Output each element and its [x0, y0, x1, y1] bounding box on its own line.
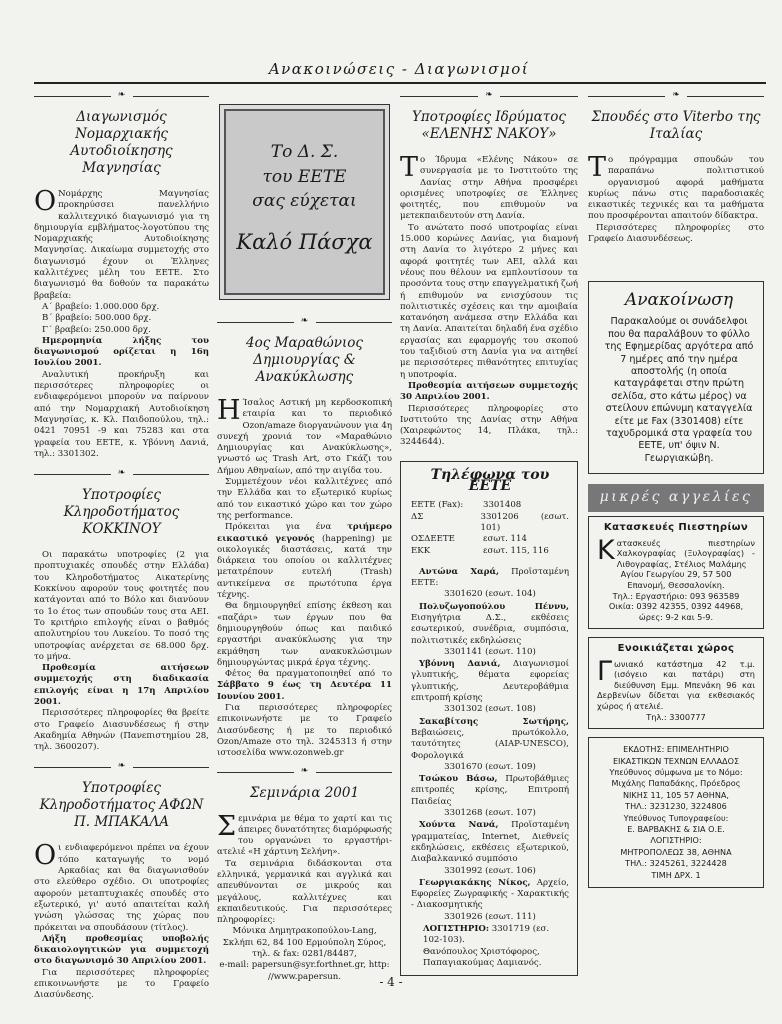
- ad-line: Τηλ.: 3300777: [646, 711, 706, 722]
- phone-number: εσωτ. 114: [483, 534, 527, 545]
- masthead-line: ΤΗΛ.: 3231230, 3224806: [625, 801, 727, 812]
- ornament-icon: ❧: [294, 317, 316, 325]
- phone-number: 3301408: [483, 500, 522, 511]
- dropcap: Τ: [400, 152, 419, 183]
- ad-line: Επανομή, Θεσσαλονίκη.: [627, 579, 725, 590]
- dropcap: Ο: [34, 840, 57, 872]
- announcement-title: Ανακοίνωση: [624, 290, 734, 311]
- masthead-line: Υπεύθυνος Τυπογραφείου:: [623, 812, 729, 823]
- masthead-line: ΜΗΤΡΟΠΟΛΕΩΣ 38, ΑΘΗΝΑ: [620, 846, 732, 857]
- contact-entry: [411, 567, 569, 601]
- contact-desc: [411, 717, 569, 762]
- text-run: (happening) με οικολογικές διαστάσεις, κατά την διάρκεια του οποίου οι καλλιτέχνες μετατρέπουν ευτελή (Trash) αντικείμενα σε πρωτότυπα έργα τέχνης.: [217, 533, 393, 601]
- paragraph: Ίσαλος Αστική μη κερδοσκοπική εταιρία και το περιοδικό Ozon/amaze διοργανώνουν για 4η συνεχή χρονιά τον «Μαραθώνιο Δημιουργίας και Ανακύκλωσης», γνωστό ως Trash Art, στο Γκάζι του Δήμου Αθηναίων, από την αιγίδα του.: [217, 398, 392, 476]
- contact-name: Τσώκου Βάσω,: [419, 774, 498, 785]
- contact-phone: 3301268 (εσωτ. 107): [444, 808, 536, 819]
- paragraph: Για περισσότερες πληροφορίες επικοινωνήστε με το Γραφείο Διασύνδεσης ή με το περιοδικό Ozon/Amaze στο τηλ. 3245313 ή στην ιστοσελίδα www.ozonweb.gr: [217, 703, 392, 759]
- contact-line: e-mail: papersun@syr.forthnet.gr, http: //www.papersun.: [219, 960, 390, 982]
- contact-name: Υβόννη Δανιά,: [419, 659, 501, 670]
- phone-row: [411, 500, 569, 511]
- deadline: Ημερομηνία λήξης του διαγωνισμού ορίζεται η 16η Ιουλίου 2001.: [34, 335, 209, 369]
- announcement-body: Παρακαλούμε οι συνάδελφοι που θα παραλάβουν το φύλλο της Εφημερίδας αργότερα από 7 ημέρες από την ημέρα αποστολής (η οποία καταγράφεται στην πρώτη σελίδα, στο κάτω μέρος) να στείλουν επώνυμη καταγγελία είτε με Fax (3301408) είτε ταχυδρομικά στα γραφεία του ΕΕΤΕ, υπ' όψιν Ν. Γεωργιακώβη.: [604, 316, 754, 464]
- contact-entry: [411, 774, 569, 819]
- divider: [400, 90, 578, 106]
- text-run: Φέτος θα πραγματοποιηθεί από το: [225, 669, 392, 680]
- article-title: 4ος Μαραθώνιος Δημιουργίας & Ανακύκλωσης: [246, 335, 363, 385]
- masthead-line: Υπεύθυνος σύμφωνα με το Νόμο:: [609, 766, 743, 777]
- paragraph: Συμμετέχουν νέοι καλλιτέχνες από την Ελλάδα και το εξωτερικό κυρίως από τον εικαστικό χώρο και τον χώρο της performance.: [217, 477, 392, 521]
- contact-entry: [411, 602, 569, 658]
- prize-line: Γ΄ βραβείο: 250.000 δρχ.: [42, 324, 151, 335]
- contact-phone: 3301302 (εσωτ. 108): [444, 704, 536, 715]
- masthead-line: ΕΚΔΟΤΗΣ: ΕΠΙΜΕΛΗΤΗΡΙΟ: [623, 744, 729, 755]
- ornament-icon: ❧: [478, 91, 500, 99]
- contact-duties: Αρχείο, Εφορείες Ζωγραφικής - Χαρακτικής - Διακοσμητικής: [411, 877, 569, 911]
- header-rule: [34, 82, 766, 84]
- contact-duties: Βεβαιώσεις, πρωτόκολλο, ταυτότητες (AIAP-UNESCO), Φορολογικά: [411, 727, 569, 761]
- prize-line: Α΄ βραβείο: 1.000.000 δρχ.: [42, 301, 160, 312]
- ornament-icon: ❧: [111, 469, 133, 477]
- contact-entry: [411, 717, 569, 773]
- contact-desc: [411, 659, 569, 704]
- contact-desc: [411, 567, 569, 590]
- contact-phone: 3301670 (εσωτ. 109): [444, 761, 536, 772]
- phone-row: [411, 534, 569, 545]
- phone-label: ΕΚΚ: [411, 545, 431, 556]
- contact-line: Μόνικα Δημητρακοπούλου-Lang,: [232, 926, 377, 937]
- article-title: Υποτροφίες Κληροδοτήματος ΚΟΚΚΙΝΟΥ: [63, 487, 180, 538]
- deadline: Προθεσμία αιτήσεων συμμετοχής στη διαδικασία επιλογής είναι η 17η Απριλίου 2001.: [34, 663, 209, 707]
- paragraph: Για περισσότερες πληροφορίες επικοινωνήστε με το Γραφείο Διασύνδεσης.: [34, 967, 209, 1001]
- dropcap: Ο: [34, 186, 57, 217]
- contacts-list: [411, 567, 569, 923]
- column-3: [400, 90, 578, 976]
- accounting-label: ΛΟΓΙΣΤΗΡΙΟ:: [423, 924, 490, 934]
- ornament-icon: ❧: [111, 91, 133, 99]
- classified-ad: [588, 637, 764, 729]
- accounting-line: [411, 924, 569, 947]
- paragraph: Περισσότερες πληροφορίες στο Ινστιτούτο της Δανίας στην Αθήνα (Χαιρεφώντος 14, Πλάκα, τηλ.: 3244644).: [400, 403, 578, 448]
- contact-name: Αντώνα Χαρά,: [419, 566, 500, 577]
- classified-ad: [588, 516, 764, 629]
- article-body: [34, 186, 209, 302]
- ornament-icon: ❧: [294, 767, 316, 775]
- accounting-phone: 3301719 (εσ. 102-103).: [423, 924, 550, 946]
- paragraph: Περισσότερες πληροφορίες στο Γραφείο Διασυνδέσεως.: [588, 222, 764, 245]
- phone-label: ΔΣ: [411, 511, 424, 522]
- article-body: [34, 840, 209, 933]
- contact-phone: 3301992 (εσωτ. 106): [444, 865, 536, 876]
- text-run-bold: τριήμερο εικαστικό γεγονός: [217, 522, 393, 544]
- paragraph: [217, 669, 392, 703]
- divider: [217, 316, 392, 332]
- ad-title: Κατασκευές Πιεστηρίων: [603, 522, 749, 534]
- text-run-bold: Σάββατο 9 έως τη Δευτέρα 11 Ιουνίου 2001.: [217, 680, 392, 702]
- paragraph: Νομάρχης Μαγνησίας προκηρύσσει πανελλήνιο καλλιτεχνικό διαγωνισμό για τη δημιουργία εμβλήματος-λογοτύπου της Νομαρχιακής Αυτοδιοίκησης Μαγνησίας. Δικαίωμα συμμετοχής στο διαγωνισμό έχουν οι Έλληνες καλλιτέχνες μέλη του ΕΕΤΕ. Στο διαγωνισμό θα δοθούν τα παρακάτω βραβεία:: [34, 189, 209, 301]
- contact-name: Πολυζωγοπούλου Πέννυ,: [419, 601, 569, 612]
- contact-desc: [411, 878, 569, 912]
- phone-label: ΕΕΤΕ (Fax):: [411, 500, 464, 511]
- phone-number: 3301206 (εσωτ. 101): [480, 511, 569, 533]
- greeting-line: του ΕΕΤΕ: [262, 167, 347, 187]
- paragraph: ι ενδιαφερόμενοι πρέπει να έχουν τόπο καταγωγής το νομό Αρκαδίας και θα διαγωνισθούν στο ελεύθερο σχέδιο. Οι υποτροφίες αφορούν μεταπτυχιακές σπουδές στο εξωτερικό, γι' αυτό απαιτείται καλή γνώση γλώσσας της χώρας που πρόκειται να σπουδάσουν (τίτλος).: [34, 843, 209, 933]
- ad-body: [597, 655, 755, 723]
- contact-phone: 3301926 (εσωτ. 111): [444, 911, 536, 922]
- masthead-line: ΛΟΓΙΣΤΗΡΙΟ:: [650, 835, 702, 846]
- article-title: Διαγωνισμός Νομαρχιακής Αυτοδιοίκησης Μαγνησίας: [70, 109, 173, 176]
- article-title: Υποτροφίες Ιδρύματος «ΕΛΕΝΗΣ ΝΑΚΟΥ»: [412, 109, 566, 142]
- contact-entry: [411, 878, 569, 923]
- contact-duties: Διαγωνισμοί γλυπτικής, θέματα εφορείας γλυπτικής, Δευτεροβάθμια επιτροπή κρίσης: [411, 659, 570, 704]
- prize-line: Β΄ βραβείο: 500.000 δρχ.: [42, 313, 152, 324]
- masthead-line: Ε. ΒΑΡΒΑΚΗΣ & ΣΙΑ Ο.Ε.: [627, 824, 725, 834]
- contact-entry: [411, 659, 569, 715]
- greeting-line: Καλό Πάσχα: [236, 230, 373, 254]
- deadline: Λήξη προθεσμίας υποβολής δικαιολογητικών για συμμετοχή στο διαγωνισμό 30 Απριλίου 2001.: [34, 933, 209, 967]
- easter-greeting-box: [219, 104, 390, 300]
- paragraph: Οι παρακάτω υποτροφίες (2 για προπτυχιακές σπουδές στην Ελλάδα) του Κληροδοτήματος Αικατερίνης Κοκκίνου αφορούν τους φοιτητές που κατάγονται από το Βόλο και διανύουν το 1ο έτος των σπουδών τους στα ΑΕΙ. Το κριτήριο επιλογής είναι ο βαθμός απολυτηρίου του Λυκείου. Το ποσό της υποτροφίας ανέρχεται σε 68.000 δρχ. το μήνα.: [34, 550, 209, 662]
- contact-phone: 3301620 (εσωτ. 104): [444, 589, 536, 600]
- announcement-box: [588, 281, 764, 474]
- divider: [588, 90, 764, 106]
- article-title: Υποτροφίες Κληροδοτήματος ΑΦΩΝ Π. ΜΠΑΚΑΛΑ: [39, 780, 204, 831]
- phones-title: Τηλέφωνα του ΕΕΤΕ: [430, 466, 550, 495]
- paragraph: Αναλυτική προκήρυξη και περισσότερες πληροφορίες οι ενδιαφερόμενοι μπορούν να παίρνουν από την Νομαρχιακή Αυτοδιοίκηση Μαγνησίας, κ. Κλ. Παιδοπούλου, τηλ.: 0421 70951 -9 και 75283 και στα γραφεία του ΕΕΤΕ, κ. Υβόννη Δανιά, τηλ.: 3301302.: [34, 369, 209, 459]
- divider: [34, 468, 209, 484]
- article-title: Σπουδές στο Viterbo της Ιταλίας: [591, 109, 761, 142]
- masthead-line: ΤΙΜΗ ΔΡΧ. 1: [651, 869, 701, 880]
- phone-label: ΟΣΔΕΕΤΕ: [411, 534, 455, 545]
- paragraph: Το ανώτατο ποσό υποτροφίας είναι 15.000 κορώνες Δανίας, για διαμονή στη Δανία το λιγότερο 2 μήνες και αφορά φοιτητές των ΑΕΙ, αλλά και νέους που θέλουν να εμπλουτίσουν τα προσόντα τους στην επαγγελματική ζωή ή επιθυμούν να ενισχύσουν τις πολιτιστικές σχέσεις και την αμοιβαία κατανόηση ανάμεσα στην Ελλάδα και τη Δανία. Απαιτείται δηλαδή ένα σχέδιο εργασίας και εφαρμογής του σκοπού του ταξιδιού στη Δανία για να αιτηθεί με περισσότερες πιθανότητες επιτυχίας η υποτροφία.: [400, 222, 578, 380]
- article-title: Σεμινάρια 2001: [249, 784, 360, 801]
- ornament-icon: ❧: [665, 91, 687, 99]
- contact-phone: 3301141 (εσωτ. 110): [444, 646, 536, 657]
- masthead-line: ΤΗΛ.: 3245261, 3224428: [625, 858, 727, 869]
- paragraph: εμινάρια με θέμα το χαρτί και τις άπειρες δυνατότητες διαμόρφωσής του οργανώνει το εργαστήρι-ατελιέ «Η χάρτινη Σελήνη».: [217, 813, 392, 858]
- ad-text: ατασκευές πιεστηρίων Χαλκογραφίας (Ξυλογραφίας) - Λιθογραφίας, Στέλιος Μαλάμης: [616, 537, 755, 569]
- phones-box: [400, 461, 578, 976]
- masthead-line: ΕΙΚΑΣΤΙΚΩΝ ΤΕΧΝΩΝ ΕΛΛΑΔΟΣ: [612, 755, 740, 766]
- classifieds-banner: μικρές αγγελίες: [588, 484, 764, 512]
- ad-line: Αγίου Γεωργίου 29, 57 500: [620, 569, 732, 580]
- ad-line: Τηλ.: Εργαστήριο: 093 963589: [612, 590, 740, 601]
- column-2: [217, 96, 392, 983]
- contact-desc: [411, 820, 569, 865]
- dropcap: Η: [217, 395, 241, 426]
- article-body: [217, 395, 392, 477]
- greeting-line: Το Δ. Σ.: [270, 142, 339, 162]
- paragraph: ο Ίδρυμα «Ελένης Νάκου» σε συνεργασία με το Ινστιτούτο της Δανίας στην Αθήνα προσφέρει ορισμένες υποτροφίες σε Έλληνες φοιτητές, που επιθυμούν να μετεκπαιδευτούν στη Δανία.: [400, 155, 578, 222]
- contact-name: Σακαβίτσης Σωτήρης,: [419, 716, 569, 727]
- paragraph: [217, 522, 392, 601]
- paragraph: Τα σεμινάρια διδάσκονται στα ελληνικά, γερμανικά και αγγλικά και απευθύνονται σε μικρούς και μεγάλους, καλλιτέχνες και εκπαιδευτικούς. Για περισσότερες πληροφορίες:: [217, 858, 392, 926]
- article-body: [400, 152, 578, 223]
- masthead-line: ΝΙΚΗΣ 11, 105 57 ΑΘΗΝΑ,: [622, 789, 730, 800]
- contact-desc: [411, 602, 569, 647]
- contact-duties: Προϊσταμένη γραμματείας, Internet, Διεθνείς εκδηλώσεις, εκθέσεις εξωτερικού, Διαβαλκανικό συμπόσιο: [411, 820, 570, 865]
- paragraph: ο πρόγραμμα σπουδών του παραπάνω πολιτιστικού οργανισμού αφορά μαθήματα κυρίως πάνω στις παραδοσιακές εικαστικές τεχνικές και τα μαθήματα που προσφέρονται απαιτούν δίδακτρα.: [588, 155, 764, 222]
- ad-text: ωνιακό κατάστημα 42 τ.μ. (ισόγειο και πατάρι) στη διεύθυνση Εμμ. Μπενάκη 96 και Δερβενίων δίδεται για εκθεσιακός χώρος ή ατελιέ.: [597, 658, 755, 711]
- contact-name: Γεωργιακάκης Νίκος,: [419, 877, 531, 888]
- divider: [217, 765, 392, 782]
- phones-table: [411, 500, 569, 556]
- contact-duties: Πρωτοβάθμιες επιτροπές κρίσης, Επιτροπή Παιδείας: [411, 774, 569, 807]
- paragraph: Θα δημιουργηθεί επίσης έκθεση και «παζάρι» των έργων που θα δημιουργηθούν όπως και παιδικό εργαστήρι ανακύκλωσης για την εκμάθηση των ανακυκλώσιμων δημιουργώντας μικρά έργα τέχνης.: [217, 601, 392, 668]
- article-body: [588, 152, 764, 223]
- ornament-icon: ❧: [111, 762, 133, 770]
- dropcap: Κ: [597, 534, 615, 566]
- masthead-line: Μιχάλης Παπαδάκης, Πρόεδρος: [611, 778, 741, 789]
- phone-row: [411, 546, 569, 557]
- contact-line: Σκλήπι 62, 84 100 Ερμούπολη Σύρος,: [222, 937, 387, 948]
- deadline: Προθεσμία αιτήσεων συμμετοχής 30 Απριλίου 2001.: [400, 380, 578, 403]
- masthead-box: [588, 737, 764, 888]
- greeting-line: σας εύχεται: [252, 191, 357, 211]
- ad-title: Ενοικιάζεται χώρος: [617, 643, 735, 655]
- contact-name: Χούντα Νανά,: [419, 820, 499, 831]
- page-number: - 4 -: [379, 975, 403, 989]
- page-header: Ανακοινώσεις - Διαγωνισμοί: [268, 60, 530, 78]
- column-1: [34, 90, 209, 1002]
- accounting-names: Θανόπουλος Χριστόφορος, Παπαγιακούμας Δαμιανός.: [423, 946, 542, 968]
- ad-line: Οικία: 0392 42355, 0392 44968,: [608, 601, 744, 612]
- ad-body: [597, 534, 755, 623]
- text-run: Πρόκειται για ένα: [225, 522, 332, 533]
- contact-duties: Εισηγήτρια Δ.Σ., εκθέσεις εσωτερικού, συνέδρια, συμπόσια, πολιτιστικές εκδηλώσεις: [411, 612, 569, 646]
- easter-greeting-inner: [224, 109, 385, 295]
- dropcap: Γ: [597, 655, 613, 687]
- paragraph: Περισσότερες πληροφορίες θα βρείτε στο Γραφείο Διασυνδέσεως ή στην Ακαδημία Αθηνών (Πανεπιστημίου 28, τηλ. 3600207).: [34, 708, 209, 753]
- phone-row: [411, 512, 569, 535]
- dropcap: Τ: [588, 152, 607, 183]
- article-body: [217, 810, 392, 859]
- dropcap: Σ: [217, 810, 237, 842]
- contact-line: τηλ. & fax: 0281/84487,: [252, 949, 357, 960]
- contact-desc: [411, 774, 569, 808]
- contact-duties: Προϊσταμένη ΕΕΤΕ:: [411, 566, 569, 589]
- phone-number: εσωτ. 115, 116: [483, 545, 549, 556]
- divider: [34, 90, 209, 106]
- column-4: [588, 90, 764, 888]
- ad-line: ώρες: 9-2 και 5-9.: [638, 611, 714, 622]
- divider: [34, 761, 209, 777]
- contact-entry: [411, 820, 569, 876]
